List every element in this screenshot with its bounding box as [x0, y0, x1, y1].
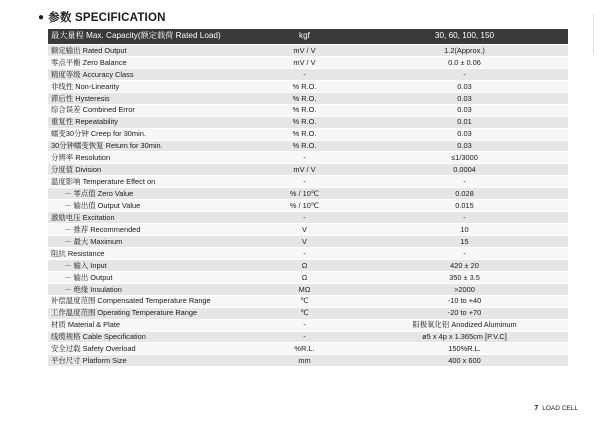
table-row [48, 152, 568, 164]
spec-value-cell: 0.03 [361, 128, 568, 140]
spec-name-cell: 精度等级 Accuracy Class [48, 68, 248, 80]
section-title-text: 参数 SPECIFICATION [48, 12, 166, 24]
spec-value-cell: 0.028 [361, 188, 568, 200]
spec-name-cell: 重复性 Repeatability [48, 116, 248, 128]
spec-name-cell: － 推荐 Recommended [48, 224, 248, 236]
spec-unit-cell: % / 10℃ [248, 188, 361, 200]
spec-unit-cell: MΩ [248, 283, 361, 295]
spec-name-cell: － 绝缘 Insulation [48, 283, 248, 295]
page-footer [534, 405, 578, 412]
spec-name-cell: 额定输出 Rated Output [48, 45, 248, 57]
spec-unit-cell: - [248, 247, 361, 259]
table-row [48, 319, 568, 331]
table-row [48, 45, 568, 57]
spec-name-cell: 材质 Material & Plate [48, 319, 248, 331]
spec-unit-cell: %R.L. [248, 343, 361, 355]
table-row [48, 212, 568, 224]
table-row [48, 116, 568, 128]
table-row [48, 283, 568, 295]
spec-unit-cell: % R.O. [248, 116, 361, 128]
spec-unit-cell: % R.O. [248, 140, 361, 152]
spec-value-cell: 0.03 [361, 92, 568, 104]
spec-name-cell: 滞后性 Hysteresis [48, 92, 248, 104]
spec-name-cell: 30分钟蠕变恢复 Return for 30min. [48, 140, 248, 152]
spec-value-cell: -10 to +40 [361, 295, 568, 307]
spec-unit-cell: % R.O. [248, 80, 361, 92]
specification-table [48, 29, 568, 367]
table-header-row [48, 29, 568, 45]
spec-value-cell: - [361, 247, 568, 259]
spec-unit-cell: - [248, 319, 361, 331]
table-row [48, 236, 568, 248]
spec-unit-cell: Ω [248, 259, 361, 271]
spec-unit-cell: - [248, 331, 361, 343]
spec-value-cell: 0.03 [361, 80, 568, 92]
table-row [48, 355, 568, 367]
spec-unit-cell: - [248, 176, 361, 188]
spec-unit-cell: - [248, 212, 361, 224]
header-unit-cell: kgf [248, 29, 361, 45]
spec-name-cell: 分度值 Division [48, 164, 248, 176]
spec-unit-cell: ℃ [248, 295, 361, 307]
spec-value-cell: 1.2(Approx.) [361, 45, 568, 57]
spec-value-cell: 15 [361, 236, 568, 248]
spec-unit-cell: V [248, 236, 361, 248]
table-row [48, 68, 568, 80]
spec-unit-cell: % R.O. [248, 128, 361, 140]
spec-unit-cell: mV / V [248, 56, 361, 68]
spec-name-cell: － 零点值 Zero Value [48, 188, 248, 200]
spec-value-cell: 150%R.L. [361, 343, 568, 355]
table-row [48, 271, 568, 283]
spec-name-cell: 安全过载 Safety Overload [48, 343, 248, 355]
header-name-cell: 最大量程 Max. Capacity(额定载荷 Rated Load) [48, 29, 248, 45]
section-title [38, 9, 166, 25]
table-row [48, 92, 568, 104]
footer-label: LOAD CELL [542, 405, 578, 412]
table-row [48, 343, 568, 355]
table-row [48, 259, 568, 271]
spec-unit-cell: Ω [248, 271, 361, 283]
table-row [48, 295, 568, 307]
spec-name-cell: 平台尺寸 Platform Size [48, 355, 248, 367]
spec-value-cell: - [361, 212, 568, 224]
spec-name-cell: 工作温度范围 Operating Temperature Range [48, 307, 248, 319]
spec-name-cell: － 输出 Output [48, 271, 248, 283]
spec-value-cell: - [361, 68, 568, 80]
spec-value-cell: >2000 [361, 283, 568, 295]
spec-name-cell: 阻抗 Resistance [48, 247, 248, 259]
table-row [48, 56, 568, 68]
table-row [48, 128, 568, 140]
spec-name-cell: 温度影响 Temperature Effect on [48, 176, 248, 188]
spec-name-cell: － 最大 Maximum [48, 236, 248, 248]
header-value-cell: 30, 60, 100, 150 [361, 29, 568, 45]
spec-value-cell: 阳极氧化铝 Anodized Aluminum [361, 319, 568, 331]
spec-unit-cell: mV / V [248, 45, 361, 57]
table-row [48, 80, 568, 92]
spec-unit-cell: % / 10℃ [248, 200, 361, 212]
table-row [48, 307, 568, 319]
spec-name-cell: 非线性 Non-Linearity [48, 80, 248, 92]
spec-value-cell: 0.03 [361, 104, 568, 116]
spec-value-cell: 0.0 ± 0.06 [361, 56, 568, 68]
table-row [48, 331, 568, 343]
spec-name-cell: 蠕变30分钟 Creep for 30min. [48, 128, 248, 140]
spec-unit-cell: - [248, 68, 361, 80]
spec-value-cell: 420 ± 20 [361, 259, 568, 271]
table-row [48, 200, 568, 212]
table-row [48, 164, 568, 176]
spec-value-cell: 400 x 600 [361, 355, 568, 367]
spec-value-cell: 350 ± 3.5 [361, 271, 568, 283]
spec-unit-cell: mV / V [248, 164, 361, 176]
spec-name-cell: 补偿温度范围 Compensated Temperature Range [48, 295, 248, 307]
spec-unit-cell: - [248, 152, 361, 164]
bullet-icon: ● [38, 11, 45, 23]
spec-value-cell: 10 [361, 224, 568, 236]
spec-value-cell: 0.015 [361, 200, 568, 212]
table-row [48, 247, 568, 259]
spec-value-cell: - [361, 176, 568, 188]
table-row [48, 104, 568, 116]
spec-name-cell: － 输入 Input [48, 259, 248, 271]
spec-name-cell: 综合误差 Combined Error [48, 104, 248, 116]
spec-value-cell: 0.0004 [361, 164, 568, 176]
spec-name-cell: － 输出值 Output Value [48, 200, 248, 212]
spec-unit-cell: mm [248, 355, 361, 367]
spec-unit-cell: V [248, 224, 361, 236]
spec-name-cell: 激励电压 Excitation [48, 212, 248, 224]
spec-unit-cell: ℃ [248, 307, 361, 319]
spec-unit-cell: % R.O. [248, 92, 361, 104]
table-row [48, 176, 568, 188]
table-row [48, 224, 568, 236]
spec-name-cell: 零点平衡 Zero Balance [48, 56, 248, 68]
table-row [48, 140, 568, 152]
table-row [48, 188, 568, 200]
spec-value-cell: 0.01 [361, 116, 568, 128]
page-edge-mark [593, 14, 600, 54]
spec-value-cell: ≤1/3000 [361, 152, 568, 164]
spec-value-cell: 0.03 [361, 140, 568, 152]
spec-value-cell: ø5 x 4p x 1.365cm [P.V.C] [361, 331, 568, 343]
spec-name-cell: 分辨率 Resolution [48, 152, 248, 164]
page-number: 7 [534, 405, 539, 412]
spec-value-cell: -20 to +70 [361, 307, 568, 319]
spec-unit-cell: % R.O. [248, 104, 361, 116]
spec-name-cell: 线缆规格 Cable Specification [48, 331, 248, 343]
